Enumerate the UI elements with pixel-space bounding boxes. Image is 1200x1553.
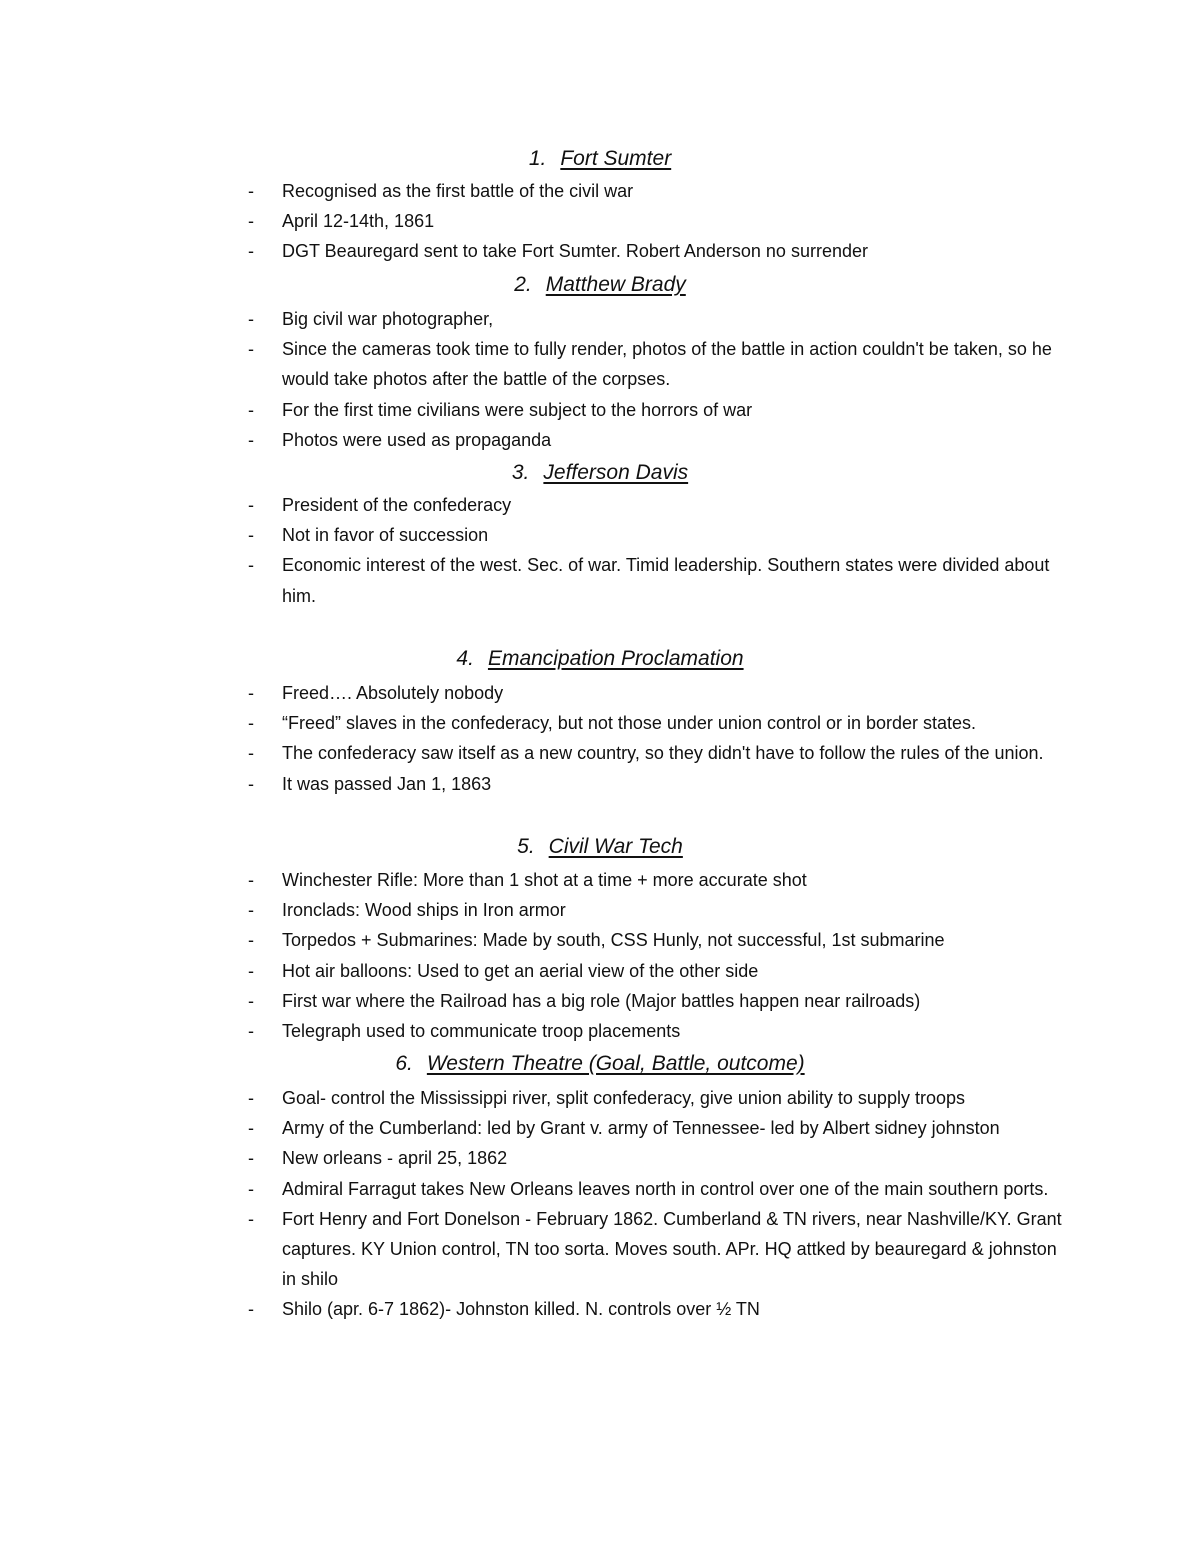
section-heading-5: [0, 834, 1200, 860]
section-number: 1.: [528, 147, 547, 170]
bullet-dash: -: [248, 1021, 254, 1042]
list-item: [0, 395, 1072, 425]
bullet-list-4: [0, 678, 1200, 799]
section-title: Civil War Tech: [548, 835, 683, 858]
bullet-dash: -: [248, 743, 254, 764]
bullet-dash: -: [248, 960, 254, 981]
bullet-text: Telegraph used to communicate troop placements: [282, 1021, 681, 1042]
bullet-list-5: [0, 865, 1200, 1046]
bullet-text: Since the cameras took time to fully render, photos of the battle in action couldn't be taken, so he would take photos after the battle of the corpses.: [282, 339, 1052, 390]
bullet-dash: -: [248, 1118, 254, 1139]
bullet-text: “Freed” slaves in the confederacy, but not those under union control or in border states.: [282, 713, 977, 734]
list-item: [0, 236, 1072, 266]
bullet-text: President of the confederacy: [282, 495, 512, 515]
list-item: [0, 334, 1072, 394]
list-item: [0, 895, 1072, 925]
list-item: [0, 550, 1072, 610]
list-item: [0, 490, 1072, 520]
bullet-list-3: [0, 490, 1200, 611]
bullet-text: Army of the Cumberland: led by Grant v. army of Tennessee- led by Albert sidney johnston: [282, 1118, 1000, 1139]
list-item: [0, 304, 1072, 334]
list-item: [0, 1016, 1072, 1046]
bullet-dash: -: [248, 1208, 254, 1229]
bullet-text: Economic interest of the west. Sec. of war. Timid leadership. Southern states were divided about him.: [282, 555, 1050, 606]
bullet-dash: -: [248, 990, 254, 1011]
bullet-dash: -: [248, 1148, 254, 1169]
bullet-dash: -: [248, 495, 254, 515]
list-item: [0, 986, 1072, 1016]
bullet-text: Big civil war photographer,: [282, 309, 494, 329]
bullet-text: New orleans - april 25, 1862: [282, 1148, 508, 1169]
section-heading-3: [0, 460, 1200, 486]
bullet-text: The confederacy saw itself as a new country, so they didn't have to follow the rules of the union.: [282, 743, 1044, 764]
bullet-dash: -: [248, 555, 254, 576]
list-item: [0, 1294, 1072, 1324]
bullet-text: Torpedos + Submarines: Made by south, CSS Hunly, not successful, 1st submarine: [282, 930, 945, 951]
section-heading-6: [0, 1051, 1200, 1077]
bullet-dash: -: [248, 339, 254, 360]
section-heading-4: [0, 646, 1200, 672]
bullet-dash: -: [248, 309, 254, 329]
list-item: [0, 1204, 1072, 1295]
bullet-text: For the first time civilians were subject to the horrors of war: [282, 399, 753, 420]
list-item: [0, 956, 1072, 986]
bullet-text: Winchester Rifle: More than 1 shot at a time + more accurate shot: [282, 870, 807, 890]
bullet-dash: -: [248, 900, 254, 921]
section-number: 5.: [517, 835, 535, 858]
bullet-dash: -: [248, 1088, 254, 1108]
bullet-text: Goal- control the Mississippi river, split confederacy, give union ability to supply troops: [282, 1088, 965, 1108]
list-item: [0, 925, 1072, 955]
bullet-text: Fort Henry and Fort Donelson - February 1862. Cumberland & TN rivers, near Nashville/KY. Grant captures. KY Union control, TN too sorta. Moves south. APr. HQ attked by beauregard & johnston in shilo: [282, 1208, 1062, 1290]
list-item: [0, 865, 1072, 895]
list-item: [0, 708, 1072, 738]
bullet-dash: -: [248, 429, 254, 450]
bullet-text: First war where the Railroad has a big role (Major battles happen near railroads): [282, 990, 921, 1011]
bullet-dash: -: [248, 773, 254, 794]
section-number: 4.: [456, 647, 474, 670]
bullet-text: DGT Beauregard sent to take Fort Sumter. Robert Anderson no surrender: [282, 241, 868, 262]
bullet-dash: -: [248, 683, 254, 703]
list-item: [0, 176, 1072, 206]
list-item: [0, 1083, 1072, 1113]
bullet-dash: -: [248, 211, 254, 232]
bullet-dash: -: [248, 1178, 254, 1199]
bullet-text: Not in favor of succession: [282, 525, 489, 546]
bullet-text: It was passed Jan 1, 1863: [282, 773, 492, 794]
bullet-list-2: [0, 304, 1200, 455]
section-title: Fort Sumter: [560, 147, 672, 170]
bullet-dash: -: [248, 525, 254, 546]
bullet-text: April 12-14th, 1861: [282, 211, 435, 232]
bullet-text: Freed…. Absolutely nobody: [282, 683, 504, 703]
section-heading-1: [0, 146, 1200, 172]
bullet-dash: -: [248, 181, 254, 201]
section-title: Western Theatre (Goal, Battle, outcome): [426, 1052, 805, 1075]
section-title: Matthew Brady: [545, 273, 686, 296]
bullet-text: Recognised as the first battle of the civil war: [282, 181, 634, 201]
list-item: [0, 1174, 1072, 1204]
list-item: [0, 738, 1072, 768]
bullet-dash: -: [248, 930, 254, 951]
section-number: 3.: [511, 461, 530, 484]
list-item: [0, 1113, 1072, 1143]
bullet-dash: -: [248, 870, 254, 890]
list-item: [0, 520, 1072, 550]
bullet-text: Photos were used as propaganda: [282, 429, 552, 450]
list-item: [0, 769, 1072, 799]
bullet-list-1: [0, 176, 1200, 267]
list-item: [0, 206, 1072, 236]
list-item: [0, 425, 1072, 455]
bullet-list-6: [0, 1083, 1200, 1325]
bullet-dash: -: [248, 1299, 254, 1320]
bullet-text: Admiral Farragut takes New Orleans leaves north in control over one of the main southern ports.: [282, 1178, 1049, 1199]
list-item: [0, 678, 1072, 708]
bullet-text: Shilo (apr. 6-7 1862)- Johnston killed. N. controls over ½ TN: [282, 1299, 760, 1320]
section-number: 2.: [514, 273, 532, 296]
section-title: Emancipation Proclamation: [487, 647, 744, 670]
section-title: Jefferson Davis: [543, 461, 689, 484]
bullet-dash: -: [248, 713, 254, 734]
list-item: [0, 1143, 1072, 1173]
bullet-text: Ironclads: Wood ships in Iron armor: [282, 900, 566, 921]
section-number: 6.: [395, 1052, 413, 1075]
section-heading-2: [0, 272, 1200, 298]
bullet-dash: -: [248, 399, 254, 420]
bullet-text: Hot air balloons: Used to get an aerial view of the other side: [282, 960, 759, 981]
bullet-dash: -: [248, 241, 254, 262]
